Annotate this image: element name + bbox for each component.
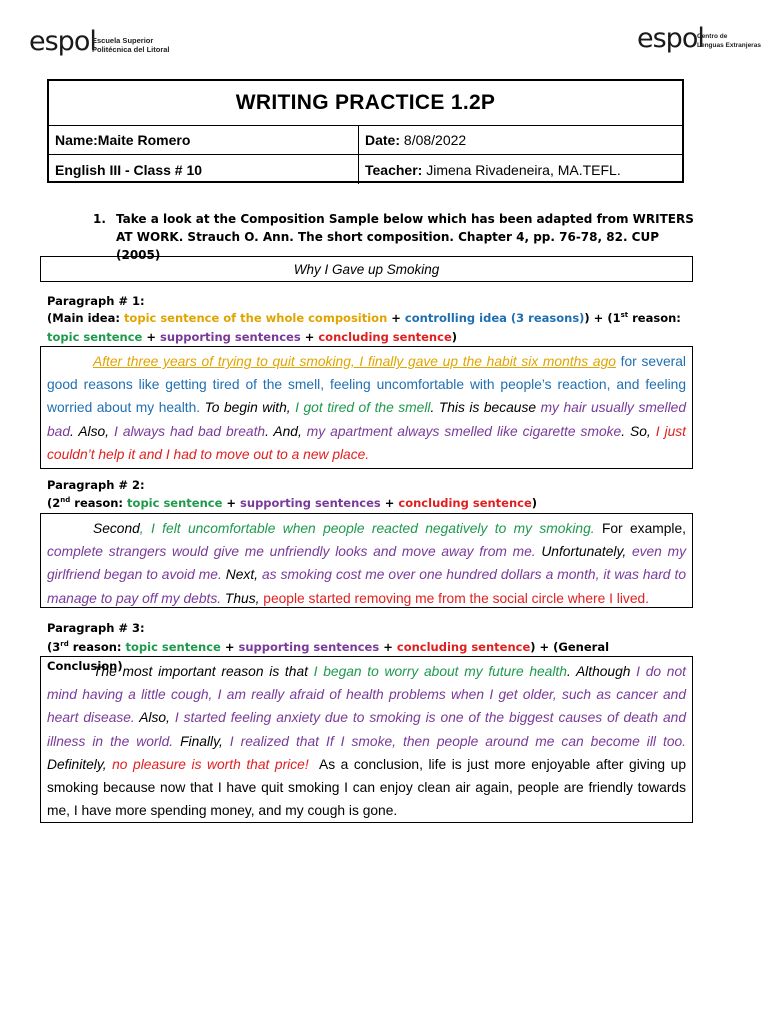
info-controlling: controlling idea xyxy=(404,311,507,325)
date-cell xyxy=(359,125,682,154)
right-subtitle-line-2: Lenguas Extranjeras xyxy=(697,42,761,49)
info-supporting: supporting sentences xyxy=(240,496,381,510)
p2-support: as smoking cost me over one hundred dollars a month, it was hard to manage to pay off my debts. xyxy=(47,567,686,606)
teacher-value: Jimena Rivadeneira, MA.TEFL. xyxy=(422,161,621,178)
p3-transition: . Although xyxy=(566,664,637,679)
paragraph-3-label: Paragraph # 3: xyxy=(47,621,145,635)
p1-topic-sentence: After three years of trying to quit smoking, I finally gave up the habit six months ago xyxy=(93,354,616,369)
info-text: ) + (1 xyxy=(584,311,621,325)
info-plus: + xyxy=(142,330,160,344)
info-supporting: supporting sentences xyxy=(159,330,301,344)
info-plus: + xyxy=(222,496,241,510)
left-subtitle-line-2: Politécnica del Litoral xyxy=(92,45,170,54)
info-plus: + xyxy=(220,640,239,654)
title-row-1 xyxy=(49,125,682,155)
p1-transition: To begin with, xyxy=(200,400,296,416)
info-topic-sentence: topic sentence xyxy=(47,330,143,344)
p1-support: my hair usually smelled bad xyxy=(47,400,686,439)
info-sup: rd xyxy=(60,640,69,649)
course: English III - Class # 10 xyxy=(55,161,203,178)
instruction-text: Take a look at the Composition Sample below which has been adapted from WRITERS AT WORK. Strauch O. Ann. The short composition. Chapter 4, pp. 76-78, 82. CUP (2005) xyxy=(116,212,694,262)
p3-support: I realized that If I smoke, then people around me can become ill too. xyxy=(229,733,686,749)
p3-support: I do not mind having a little cough, I am really afraid of health problems when I get older, such as cancer and heart disease. xyxy=(47,664,686,726)
p1-transition: . And, xyxy=(265,423,307,439)
p2-transition: Unfortunately, xyxy=(535,544,632,560)
info-plus: + xyxy=(379,640,397,654)
p1-controlling-idea: for several good reasons like getting tired of the smell, feeling uncomfortable with people’s reaction, and feeling worried about my health. xyxy=(47,354,686,416)
p1-transition: . So, xyxy=(621,423,656,439)
teacher-cell xyxy=(359,155,682,184)
info-text: ) xyxy=(451,330,458,344)
info-text: ) xyxy=(531,496,538,510)
p2-topic-sentence: , I felt uncomfortable when people reacted negatively to my smoking. xyxy=(139,521,595,536)
info-text: reason: xyxy=(628,311,681,325)
info-text: reason: xyxy=(70,496,128,510)
paragraph-2-box xyxy=(40,513,693,608)
p3-general-conclusion: As a conclusion, life is just more enjoyable after giving up smoking because now that I have quit smoking I can enjoy clean air again, people are friendly towards me, I have more spending money, and my cough is gone. xyxy=(47,756,690,819)
page-title: WRITING PRACTICE 1.2P xyxy=(49,81,682,126)
p2-concluding: people started removing me from the social circle where I lived. xyxy=(263,590,649,606)
instruction-number: 1. xyxy=(93,212,106,226)
info-reasons: (3 reasons) xyxy=(506,311,585,325)
p1-concluding: I just couldn’t help it and I had to move out to a new place. xyxy=(47,423,686,462)
info-concluding: concluding sentence xyxy=(396,640,531,654)
paragraph-1-box xyxy=(40,346,693,469)
paragraph-3-text xyxy=(47,660,690,822)
teacher-label: Teacher: xyxy=(365,161,423,178)
info-supporting: supporting sentences xyxy=(238,640,380,654)
p3-transition: Also, xyxy=(134,710,175,726)
espol-logo-right: espol xyxy=(637,23,704,54)
p1-support: my apartment always smelled like cigarette smoke xyxy=(306,423,622,439)
info-plus: + xyxy=(387,311,405,325)
espol-logo-left: espol xyxy=(29,26,96,57)
p2-support: complete strangers would give me unfriendly looks and move away from me. xyxy=(47,544,536,560)
date-label: Date: xyxy=(365,131,401,148)
p1-transition: . Also, xyxy=(70,423,114,439)
p1-support: I always had bad breath xyxy=(114,423,266,439)
course-cell xyxy=(49,155,359,184)
info-sup: nd xyxy=(60,496,71,505)
essay-title: Why I Gave up Smoking xyxy=(40,256,693,282)
title-row-2 xyxy=(49,155,682,184)
p3-transition: Finally, xyxy=(173,733,230,749)
paragraph-1-label: Paragraph # 1: xyxy=(47,294,145,308)
paragraph-2-label: Paragraph # 2: xyxy=(47,478,145,492)
info-text: reason: xyxy=(68,640,126,654)
date-value: 8/08/2022 xyxy=(400,131,467,148)
espol-right-subtitle xyxy=(697,32,761,50)
paragraph-1-text xyxy=(47,350,686,466)
title-table xyxy=(47,79,684,183)
p2-transition: Second xyxy=(93,521,140,536)
info-text: (3 xyxy=(47,640,61,654)
p3-transition: Definitely, xyxy=(47,756,113,772)
student-name-cell xyxy=(49,125,359,154)
p2-support: even my girlfriend began to avoid me. xyxy=(47,544,686,583)
p2-transition: Thus, xyxy=(221,590,264,606)
info-topic-sentence: topic sentence xyxy=(125,640,221,654)
p3-topic-sentence: I began to worry about my future health xyxy=(313,664,567,679)
info-text: (2 xyxy=(47,496,61,510)
info-text: ) + (General Conclusion) xyxy=(47,640,610,673)
student-name: Name:Maite Romero xyxy=(55,131,191,148)
paragraph-2-text xyxy=(47,517,686,610)
p3-support: I started feeling anxiety due to smoking is one of the biggest causes of death and illness in the world. xyxy=(47,710,687,749)
p1-transition: . This is because xyxy=(430,400,541,416)
info-plus: + xyxy=(380,496,399,510)
p3-concluding: no pleasure is worth that price! xyxy=(112,756,309,772)
info-sup: st xyxy=(620,311,629,320)
p2-transition: For example, xyxy=(594,521,686,536)
info-topic-sentence: topic sentence xyxy=(127,496,223,510)
paragraph-2-info xyxy=(47,494,687,513)
p1-reason-topic: I got tired of the smell xyxy=(295,400,431,416)
p3-transition: The most important reason is that xyxy=(93,664,314,679)
info-topic: topic sentence of the whole composition xyxy=(123,311,388,325)
info-concluding: concluding sentence xyxy=(318,330,452,344)
info-text: (Main idea: xyxy=(47,311,124,325)
info-concluding: concluding sentence xyxy=(398,496,532,510)
espol-left-subtitle xyxy=(92,36,170,54)
paragraph-1-info xyxy=(47,309,687,347)
p2-transition: Next, xyxy=(221,567,262,583)
paragraph-3-box xyxy=(40,656,693,823)
info-plus: + xyxy=(300,330,319,344)
right-subtitle-line-1: Centro de xyxy=(697,33,728,40)
left-subtitle-line-1: Escuela Superior xyxy=(92,36,154,45)
